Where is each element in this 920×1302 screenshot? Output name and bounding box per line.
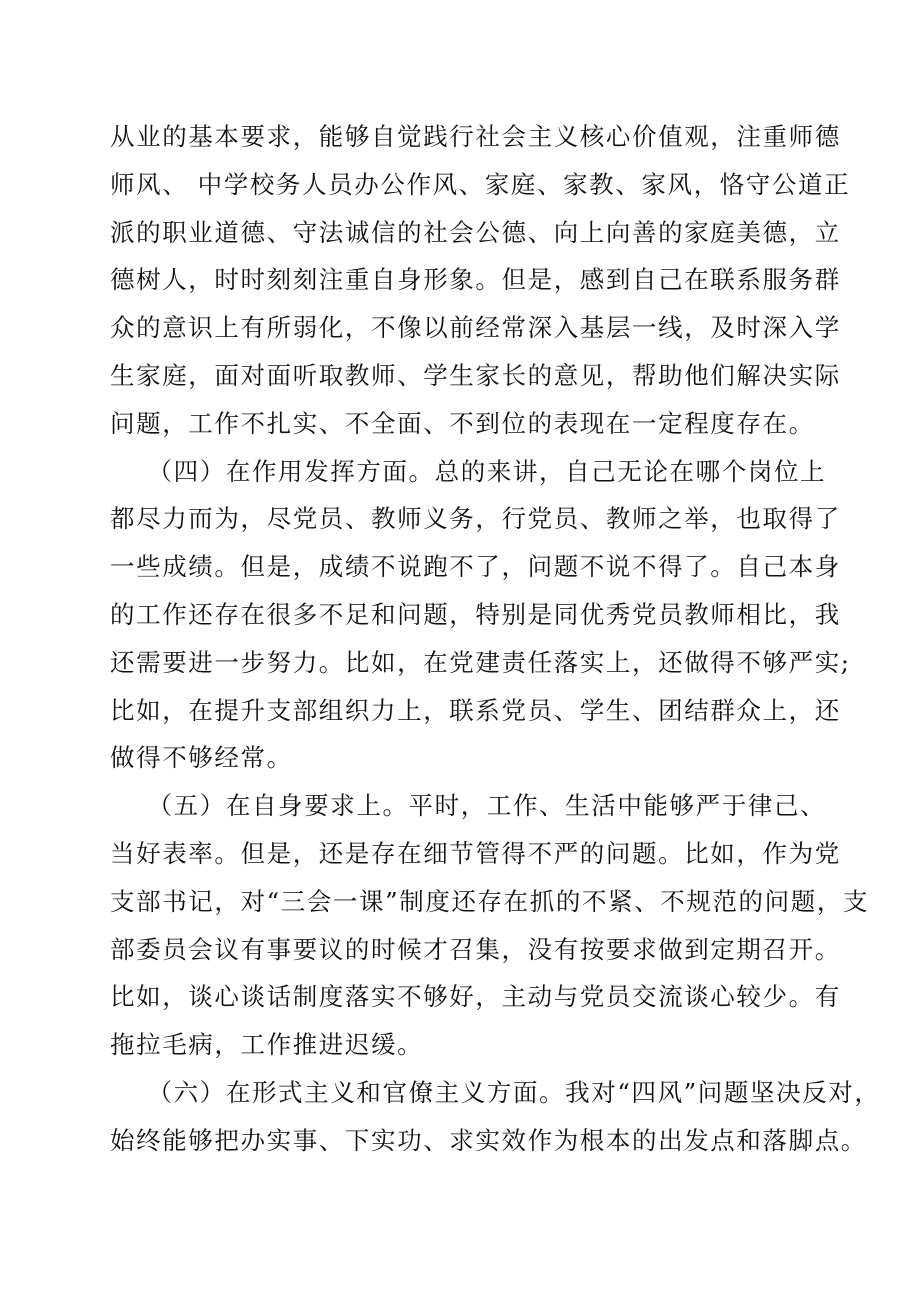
paragraph-start-line: （四）在作用发挥方面。总的来讲，自己无论在哪个岗位上 <box>110 456 827 486</box>
text-line: 从业的基本要求，能够自觉践行社会主义核心价值观，注重师德 <box>110 122 841 151</box>
text-line: 比如，谈心谈话制度落实不够好，主动与党员交流谈心较少。有 <box>110 982 841 1012</box>
paragraph-start-line: （六）在形式主义和官僚主义方面。我对“四风”问题坚决反对， <box>110 1077 881 1107</box>
text-line: 做得不够经常。 <box>110 743 293 773</box>
text-line: 问题，工作不扎实、不全面、不到位的表现在一定程度存在。 <box>110 408 815 438</box>
body-text <box>110 114 881 1166</box>
text-line: 支部书记，对“三会一课”制度还存在抓的不紧、不规范的问题，支 <box>110 886 870 916</box>
text-line: 德树人，时时刻刻注重自身形象。但是，感到自己在联系服务群 <box>110 265 841 295</box>
text-line: 比如，在提升支部组织力上，联系党员、学生、团结群众上，还 <box>110 695 841 725</box>
text-line: 还需要进一步努力。比如，在党建责任落实上，还做得不够严实; <box>110 647 851 677</box>
text-line: 师风、 中学校务人员办公作风、家庭、家教、家风，恪守公道正 <box>110 169 851 199</box>
text-line: 部委员会议有事要议的时候才召集，没有按要求做到定期召开。 <box>110 934 841 964</box>
paragraph-start-line: （五）在自身要求上。平时，工作、生活中能够严于律己、 <box>110 791 827 821</box>
text-line: 始终能够把办实事、下实功、求实效作为根本的出发点和落脚点。 <box>110 1125 867 1155</box>
text-line: 派的职业道德、守法诚信的社会公德、向上向善的家庭美德，立 <box>110 217 841 247</box>
text-line: 生家庭，面对面听取教师、学生家长的意见，帮助他们解决实际 <box>110 360 841 390</box>
text-line: 一些成绩。但是，成绩不说跑不了，问题不说不得了。自己本身 <box>110 552 841 582</box>
text-line: 当好表率。但是，还是存在细节管得不严的问题。比如，作为党 <box>110 838 841 868</box>
text-line: 的工作还存在很多不足和问题，特别是同优秀党员教师相比，我 <box>110 599 841 629</box>
text-line: 都尽力而为，尽党员、教师义务，行党员、教师之举，也取得了 <box>110 504 841 534</box>
text-line: 众的意识上有所弱化，不像以前经常深入基层一线，及时深入学 <box>110 313 841 343</box>
text-line: 拖拉毛病，工作推进迟缓。 <box>110 1030 424 1060</box>
